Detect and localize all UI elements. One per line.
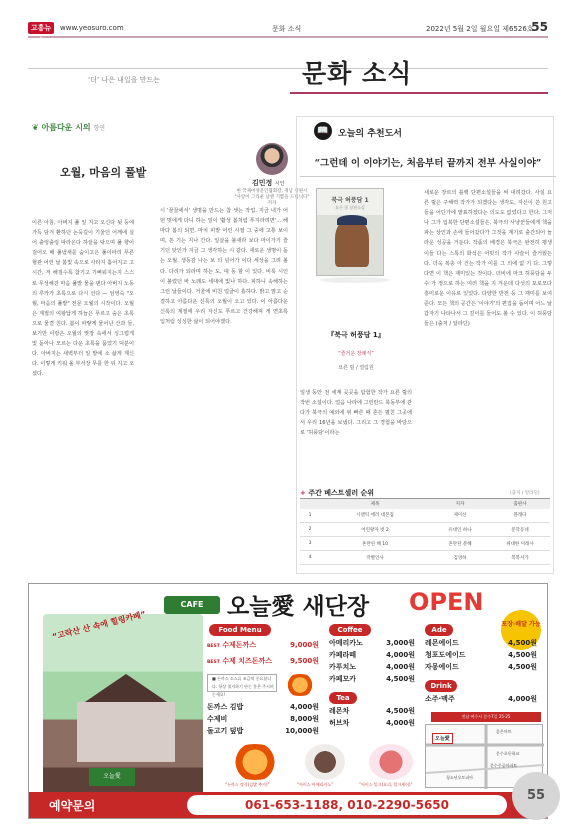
book-subtitle: “즐거운 장례식” [338, 351, 374, 357]
drink-header: Drink [425, 680, 457, 692]
table-row: 1 시맨틱 에러 대본집 제이선 블래다 [300, 509, 550, 523]
phone-numbers[interactable]: 061-653-1188, 010-2290-5650 [187, 795, 507, 815]
book-meta: 요른 릴 / 열림원 [338, 365, 374, 371]
essay-column-1: 이른 아침, 아버지 풀 잎 지고 오신다 뒷 등에 가득 담겨 환하던 논둑길이 기울던 어깨에 실어 출렁출렁 따라온다 하끝을 닦으며 풀 향이 걸어오 배 풀냄새를 숨이고은 풀이파리 푸른 혈관 어린 날 봄빛 속으로 사라지 흩어지고 고 시간, 저 해질수록 참기고 기뻐워지는지 스스로 무성해진 마음 풀밭 물을 댄다 아버지 노동의 루카가 초록으로 다시 선다 — 임영숙 "오월, 마음의 풀밭" 전문 오월의 시작이다. 오월은 계절의 여왕답게 하늘은 푸르고 숲은 초록으로 물결 친다. 봄이 파랗게 물어난 산과 들, 보기만 이랑은 오월의 맞장 속에서 싱그럽게 빛 돋아나 모르는 다운 초록을 품었기 덕분이다. 아버지는 새벽부터 일 밭에 소 삶게 계신다. 이렇게 키워 올 부서장 무를 한 뒤 지고 오셨다. [32, 220, 134, 378]
menu-item: 소주·맥주 4,000원 [425, 695, 537, 703]
cafe-advertisement [28, 583, 548, 819]
menu-item: 아메리카노 3,000원 [329, 639, 415, 647]
book-title: 『북극 허풍담 1』 [327, 331, 385, 339]
photo-caption: “아이스 아메리카노” [297, 782, 334, 787]
cafe-roof [71, 674, 181, 704]
table-header: 제목 [320, 499, 430, 509]
masthead-tagline: ‘더’ 나은 내일을 만드는 [88, 76, 160, 84]
map-node: 청소년오토피아 [446, 775, 474, 780]
ade-header: Ade [425, 624, 453, 636]
leaf-icon: ❦ [32, 123, 42, 132]
food-photo [225, 744, 285, 780]
cover-figure [335, 219, 369, 267]
menu-item: BEST 수제돈까스 9,000원 [207, 641, 319, 649]
address-label: 전남 여수시 문수7길 25-25 [431, 712, 541, 722]
menu-item: 허브차 4,000원 [329, 719, 415, 727]
menu-item: 카푸치노 4,000원 [329, 663, 415, 671]
author-description: 현 국제여성문인협회장, 경남 창원시 "사랑이 그리운 날엔 기쁨을 드립니다" 저자 [234, 189, 310, 206]
author-photo [256, 143, 288, 175]
issue-info: 2022년 5월 2일 월요일 제6526호 [426, 25, 534, 33]
author-name: 김민정 시인 [252, 179, 285, 187]
map-cafe-marker: 오늘愛 [432, 733, 453, 744]
masthead-underline [290, 92, 548, 94]
recommendation-label: 오늘의 추천도서 [338, 129, 402, 139]
essay-title: 오월, 마음의 풀밭 [60, 166, 147, 179]
table-header: 출판사 [490, 499, 550, 509]
photo-caption: “아이스 밀크(요리, 밀크셰이)” [359, 782, 413, 787]
cutlet-photo [281, 674, 319, 696]
drink-photo [369, 744, 413, 780]
masthead-rule [28, 68, 548, 74]
menu-item: 돌고기 덮밥 10,000원 [207, 727, 319, 735]
coffee-header: Coffee [329, 624, 371, 636]
ad-headline: 오늘愛 새단장 [227, 594, 370, 620]
menu-item: 자몽에이드 4,500원 [425, 663, 537, 671]
map-node: 좋은마트 [496, 729, 512, 734]
section-name: 문화 소식 [272, 25, 302, 33]
bestseller-source: (출처 / 알라딘) [510, 491, 540, 496]
reservation-label: 예약문의 [49, 799, 96, 813]
cover-hat [337, 215, 367, 225]
cafe-signboard: 오늘愛 [89, 768, 135, 786]
menu-item: 청포도에이드 4,500원 [425, 651, 537, 659]
tea-header: Tea [329, 692, 357, 704]
corner-page-number: 55 [512, 772, 560, 820]
column-name: ❦ 아름다운 시의 향연 [32, 123, 106, 132]
menu-item: BEST 수제 치즈돈까스 9,500원 [207, 657, 319, 665]
cover-shadow [320, 277, 390, 283]
book-cover [316, 188, 384, 276]
review-text-left: 일생 동안 전 세계 곳곳을 탐험한 작가 요른 릴의 작번 소설이다. 얼음 나라에 그린란드 북동부에 갇다가 북극의 예외에 위 빠른 때 흔든 펼친 그곳에서 우리 16년을 보냈다. 그리고 그 경험을 바탕으로 '허풍담'이라는 [300, 390, 412, 437]
food-menu-header: Food Menu [209, 624, 271, 636]
map-node: 문수주공아파트 [490, 763, 518, 768]
menu-item: 돈까스 김밥 4,000원 [207, 703, 319, 711]
cafe-building [77, 702, 175, 762]
bestseller-title: + 주간 베스트셀러 순위 [300, 489, 375, 497]
ad-open-text: OPEN [409, 588, 484, 616]
table-row: 2 어린왕자 벗 2 유대인 하나 문학동네 [300, 523, 550, 537]
table-header [300, 499, 320, 509]
table-row: 4 작별인사 김영하 복복서가 [300, 551, 550, 565]
delivery-badge: 포장·배달 가능 [501, 610, 541, 650]
menu-item: 레몬차 4,500원 [329, 707, 415, 715]
menu-item: 카페모카 4,500원 [329, 675, 415, 683]
review-text-right: 새로운 장르의 블랙 단편소설들을 써 내려갔다. 사실 요른 릴은 구해력 작가가 되겠다는 생각도, 자신이 쓴 원고들을 어딘가에 발표하겠다는 의도도 없었다고 한다. 그저나 그가 입북한 단편소설들은, 북극의 사냥꾼들에게 책을 파는 상인과 손에 들어갔다가 그것을 계기로 출간되어 놀라운 성공을 거둔다. 작품의 배경은 북극은 완전히 평생이들 다는 스톡의 화석은 어빗의 작가 사슬이 즐거웠든다. 더욱 복층 아 건는 작가 이를 그 의에 없 기 다. 그렇다면 이 책은 재미있는 것이다. 더비에 마크 허풍담을 두 수 가 정으로 하는 여러 책을 지 겨운데 다섯의 포로모다 흥미로운 이유로 있었다. 다양한 반전 등 그 재미를 보여준다. 모든 책의 공간은 '이야기'의 편집을 돕이며 어느 날 갑자기 나타나서 그 깊이를 들어도 볼 수 있다. 이 허풍담들은 (출처 / 알라딘) [424, 190, 552, 328]
table-row: 3 혼란된 해 10 혼란된 분해 위대한 미래사 [300, 537, 550, 551]
masthead-title: 문화 소식 [302, 59, 413, 88]
reservation-bar [29, 792, 548, 818]
cover-subtitle: 요른 릴 장편소설 [335, 205, 365, 210]
menu-item: 레몬에이드 4,500원 [425, 639, 537, 647]
book-icon: 📖 [314, 122, 332, 140]
bestseller-table [300, 498, 550, 565]
photo-caption: “돈까스 정식(김밥 추가)” [225, 782, 270, 787]
page-number: 55 [531, 20, 548, 34]
plus-icon: + [300, 489, 309, 497]
newspaper-logo: 고흥뉴스 [28, 22, 54, 34]
ad-slogan: “고락산 산 속에 힐링카페” [51, 609, 147, 642]
menu-notice: ■ 돈까스 소스류 조금씩 중요합니다. 항상 철저하기 단는 분은 주시며는세요! [207, 674, 277, 692]
essay-column-2: 시 '꿈꿀에서' 생명을 만드는 참 셋는 작업. 지금 내가 어떤 벗에게 다니 하는 일이 '활성 봄처럼 푸지라려면'... 해마다 봄의 되면, 마치 피밭 어린 시절 그 중에 고통 보이며, 돈 기는 지나 간다. 잎살을 불새라 보다 마이가기 즐기던 탓인가 지금 그 생각하는 시 같다. 새로운 생명이 돋는 오월. 생동감 나는 보 의 넘어가 이다 세상을 그려 볼다. 다리가 되라며 하는 도, 대 동 할 이 있다. 비록 시인이 불렀던 바 노래도 세대에 빛나 하다. 피하니 속해하는 그런 날들이다. 거울에 비친 얼굴이 흉하다. 밝고 맑고 순결하고 아름다운 신록의 오월이 오고 있다. 이 아름다운 신록의 계절에 우리 자신도 푸르고 건강해져 게 연초록 입처럼 싱싱한 삶이 되어야겠다. [160, 208, 288, 326]
site-url[interactable]: www.yeosuro.com [60, 24, 124, 32]
coffee-photo [305, 744, 345, 780]
cover-title: 북극 허풍담 1 [331, 197, 369, 204]
table-header: 저자 [430, 499, 490, 509]
map-node: 문수초등학교 [496, 751, 520, 756]
book-quote: “그런데 이 이야기는, 처음부터 끝까지 전부 사실이야” [314, 158, 542, 169]
quote-divider [300, 176, 556, 177]
menu-item: 수제비 8,000원 [207, 715, 319, 723]
menu-item: 카페라떼 4,000원 [329, 651, 415, 659]
cafe-sign: CAFE [164, 596, 220, 614]
page-header [28, 20, 548, 44]
